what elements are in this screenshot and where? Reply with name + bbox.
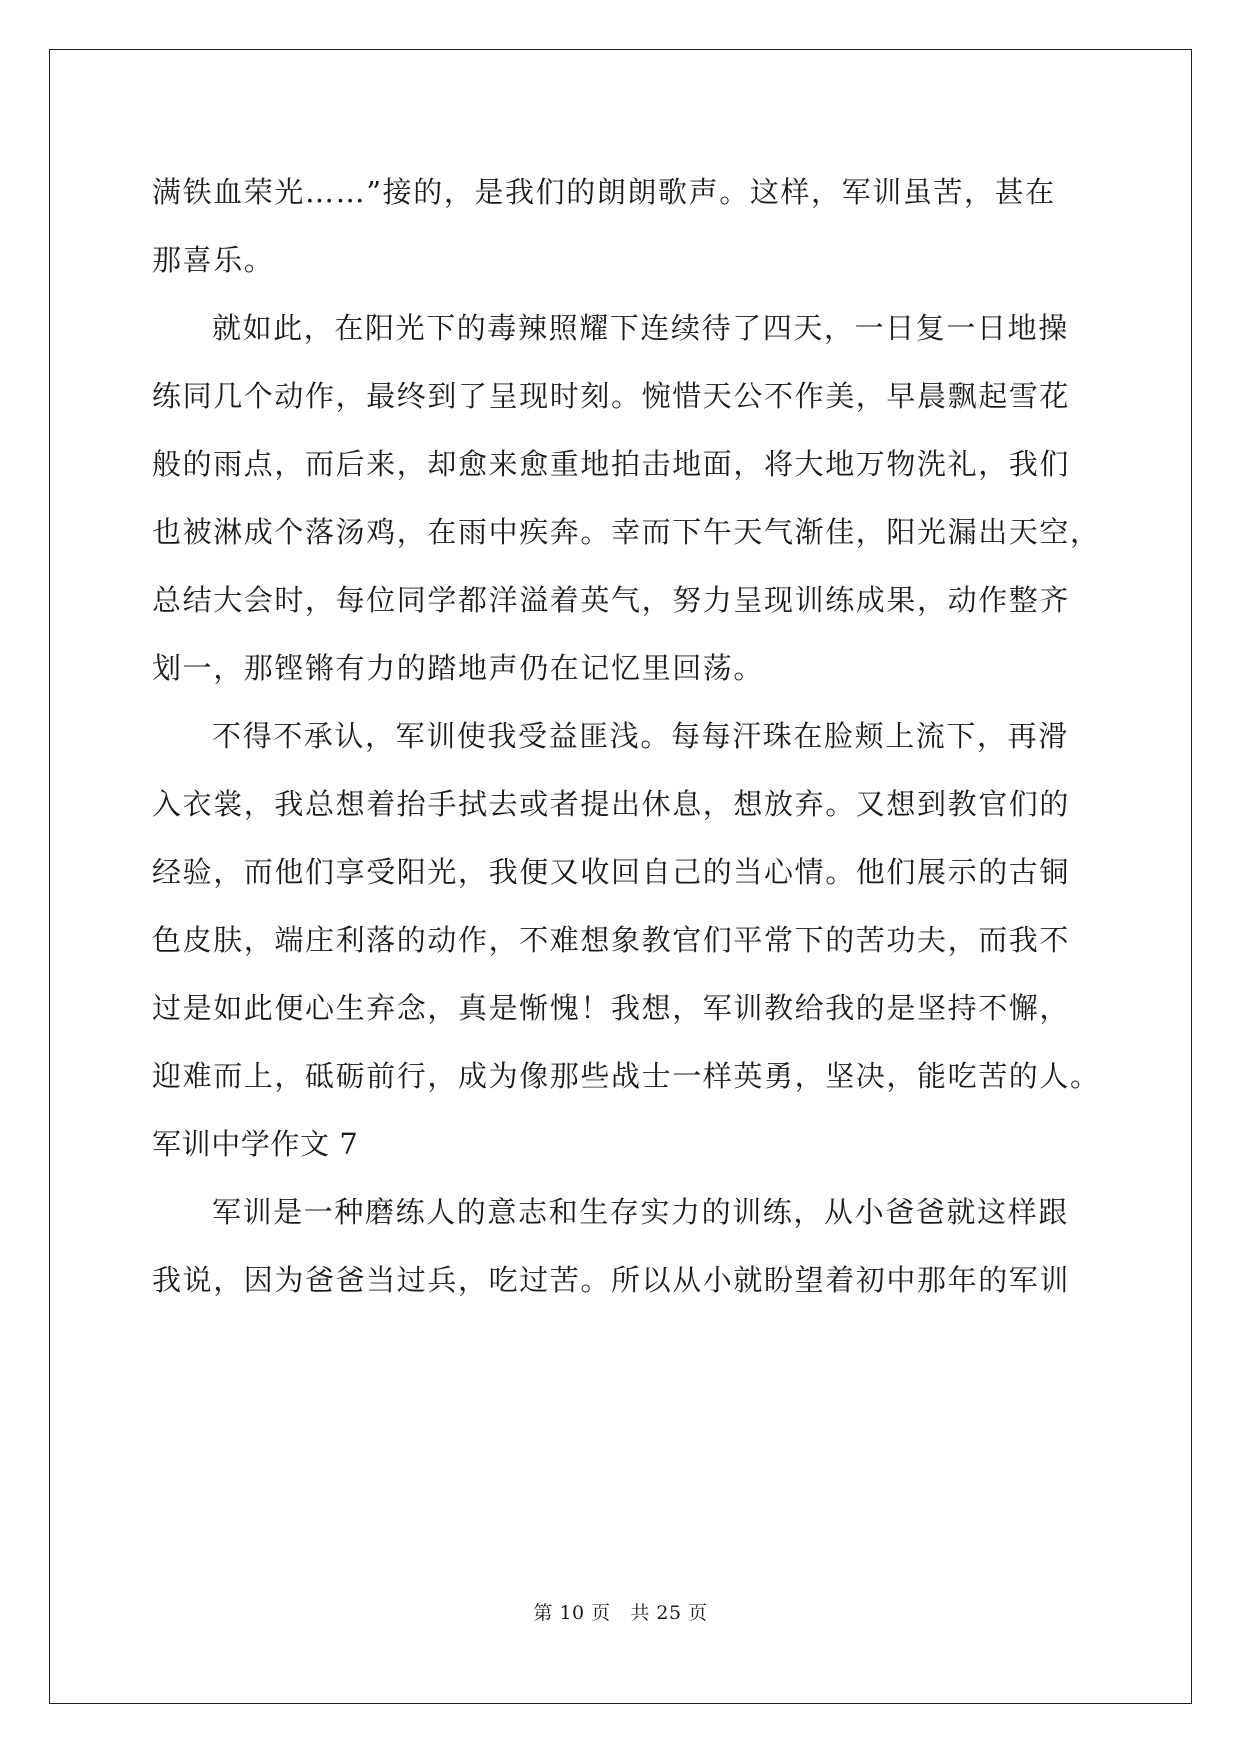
text-line: 划一，那铿锵有力的踏地声仍在记忆里回荡。 — [152, 651, 765, 685]
text-line: 过是如此便心生弃念，真是惭愧！我想，军训教给我的是坚持不懈， — [152, 991, 1071, 1025]
text-line: 满铁血荣光……”接的，是我们的朗朗歌声。这样，军训虽苦，甚在 — [152, 175, 1056, 209]
paragraph-start-line: 就如此，在阳光下的毒辣照耀下连续待了四天，一日复一日地操 — [212, 311, 1069, 345]
text-line: 练同几个动作，最终到了呈现时刻。惋惜天公不作美，早晨飘起雪花 — [152, 379, 1071, 413]
text-line: 入衣裳，我总想着抬手拭去或者提出休息，想放弃。又想到教官们的 — [152, 787, 1071, 821]
text-line: 经验，而他们享受阳光，我便又收回自己的当心情。他们展示的古铜 — [152, 855, 1071, 889]
text-line: 也被淋成个落汤鸡，在雨中疾奔。幸而下午天气渐佳，阳光漏出天空， — [152, 515, 1101, 549]
text-line: 色皮肤，端庄利落的动作，不难想象教官们平常下的苦功夫，而我不 — [152, 923, 1071, 957]
text-line: 那喜乐。 — [152, 243, 275, 277]
paragraph-start-line: 军训是一种磨练人的意志和生存实力的训练，从小爸爸就这样跟 — [212, 1195, 1069, 1229]
document-body — [152, 158, 1101, 1314]
paragraph-start-line: 不得不承认，军训使我受益匪浅。每每汗珠在脸颊上流下，再滑 — [212, 719, 1069, 753]
page-footer — [0, 1598, 1241, 1625]
page-number: 第 10 页 — [533, 1602, 611, 1624]
text-line: 总结大会时，每位同学都洋溢着英气，努力呈现训练成果，动作整齐 — [152, 583, 1071, 617]
text-line: 我说，因为爸爸当过兵，吃过苦。所以从小就盼望着初中那年的军训 — [152, 1263, 1071, 1297]
text-line: 迎难而上，砥砺前行，成为像那些战士一样英勇，坚决，能吃苦的人。 — [152, 1059, 1101, 1093]
page-total: 共 25 页 — [630, 1602, 708, 1624]
section-heading: 军训中学作文 7 — [152, 1127, 359, 1161]
text-line: 般的雨点，而后来，却愈来愈重地拍击地面，将大地万物洗礼，我们 — [152, 447, 1071, 481]
